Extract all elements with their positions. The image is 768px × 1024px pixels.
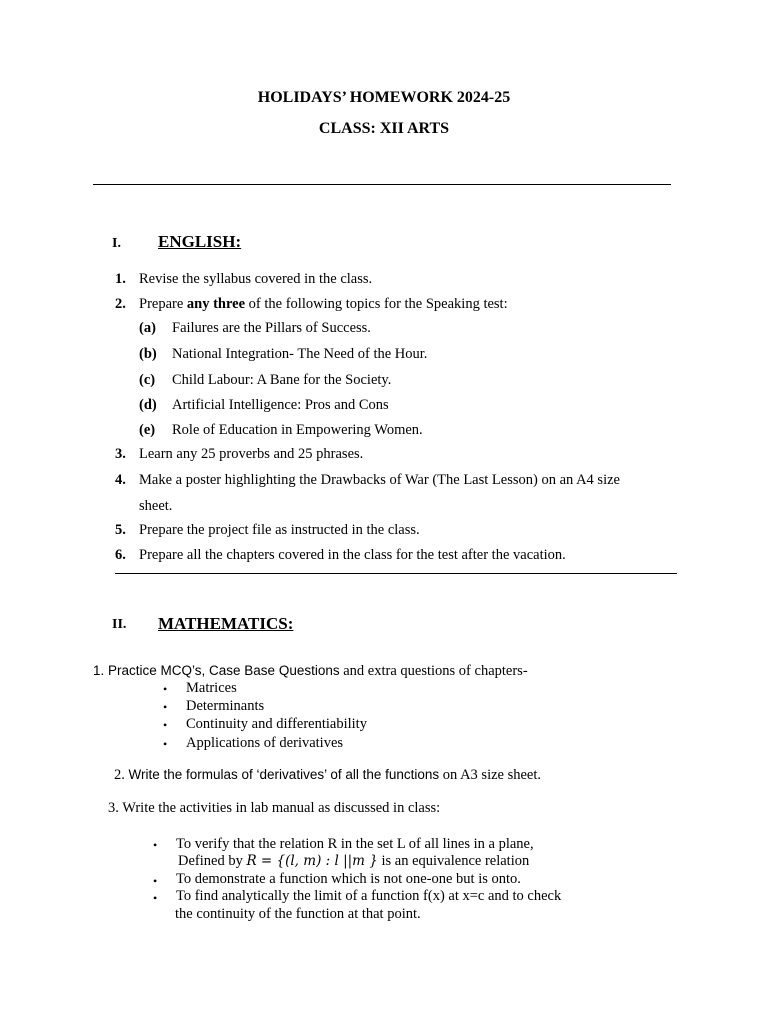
bullet-icon: •	[153, 874, 158, 888]
topic-text: Role of Education in Empowering Women.	[172, 422, 423, 438]
section-title-mathematics: MATHEMATICS:	[158, 614, 294, 633]
topic-label: (c)	[139, 372, 156, 388]
topic-label: (a)	[139, 320, 156, 336]
bullet-icon: •	[163, 682, 168, 696]
english-item-text: Learn any 25 proverbs and 25 phrases.	[139, 446, 364, 462]
class-heading: CLASS: XII ARTS	[318, 120, 450, 137]
chapter-item: Continuity and differentiability	[186, 716, 367, 732]
bullet-icon: •	[163, 700, 168, 714]
chapter-item: Applications of derivatives	[186, 735, 344, 751]
chapter-item: Determinants	[186, 698, 265, 714]
topic-text: Artificial Intelligence: Pros and Cons	[172, 397, 389, 413]
section-divider	[115, 573, 677, 574]
activity-text: the continuity of the function at that point.	[175, 906, 421, 922]
math-question-1: 1. Practice MCQ’s, Case Base Questions and extra questions of chapters-	[93, 663, 528, 679]
topic-text: National Integration- The Need of the Hour.	[172, 346, 428, 362]
topic-label: (d)	[139, 397, 157, 413]
english-item-number: 4.	[115, 472, 126, 488]
bullet-icon: •	[163, 718, 168, 732]
bullet-icon: •	[163, 737, 168, 751]
english-item-number: 2.	[115, 296, 126, 312]
english-item-continuation: sheet.	[139, 498, 173, 514]
math-question-3: 3. Write the activities in lab manual as discussed in class:	[108, 800, 441, 816]
english-item-text: Make a poster highlighting the Drawbacks of War (The Last Lesson) on an A4 size	[139, 472, 620, 488]
page-title: HOLIDAYS’ HOMEWORK 2024-25	[257, 89, 511, 106]
topic-text: Failures are the Pillars of Success.	[172, 320, 371, 336]
english-item-number: 1.	[115, 271, 126, 287]
section-title-english: ENGLISH:	[158, 232, 242, 251]
chapter-item: Matrices	[186, 680, 237, 696]
activity-text: To verify that the relation R in the set L of all lines in a plane,	[176, 836, 534, 852]
topic-label: (e)	[139, 422, 156, 438]
english-item-text: Prepare all the chapters covered in the class for the test after the vacation.	[139, 547, 566, 563]
bullet-icon: •	[153, 838, 158, 852]
bullet-icon: •	[153, 891, 158, 905]
english-item-text: Prepare any three of the following topics for the Speaking test:	[139, 296, 508, 312]
english-item-number: 6.	[115, 547, 126, 563]
english-item-text: Prepare the project file as instructed in the class.	[139, 522, 420, 538]
header-divider	[93, 170, 671, 185]
topic-label: (b)	[139, 346, 157, 362]
section-number-english: I.	[112, 236, 121, 251]
section-number-mathematics: II.	[112, 617, 127, 632]
activity-text: To find analytically the limit of a function f(x) at x=c and to check	[176, 888, 562, 904]
activity-text: To demonstrate a function which is not one-one but is onto.	[176, 871, 521, 887]
english-item-text: Revise the syllabus covered in the class.	[139, 271, 373, 287]
topic-text: Child Labour: A Bane for the Society.	[172, 372, 392, 388]
math-question-2: 2. Write the formulas of ‘derivatives’ of all the functions on A3 size sheet.	[114, 767, 542, 783]
english-item-number: 3.	[115, 446, 126, 462]
english-item-number: 5.	[115, 522, 126, 538]
equivalence-relation-formula: R = {(l, m) : l ||m }	[246, 853, 378, 869]
activity-text: Defined by R = {(l, m) : l ||m } is an equivalence relation	[178, 853, 530, 869]
